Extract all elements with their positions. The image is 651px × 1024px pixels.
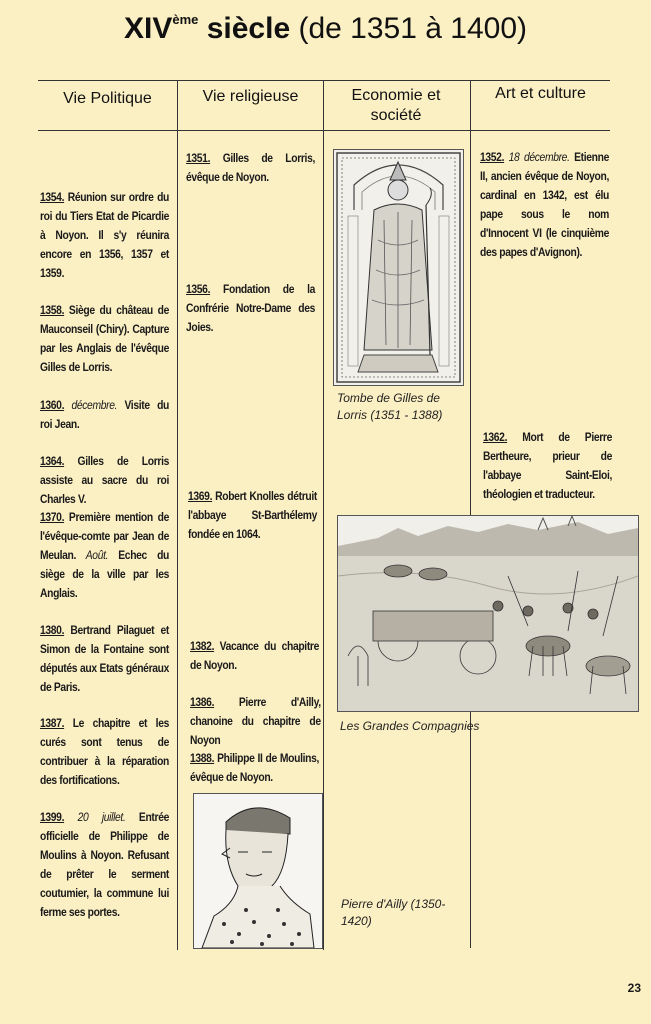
entry-date: Août.: [76, 548, 109, 562]
entry-1388: [190, 749, 319, 787]
entry-year: 1382.: [190, 639, 215, 653]
entry-text: Mort de Pierre Bertheure, prieur de l'abbaye Saint-Eloi, théologien et traducteur.: [483, 430, 612, 501]
header-top-rule: [38, 80, 610, 81]
entry-1351: [186, 149, 315, 187]
column-header-economie: Economie et société: [351, 87, 441, 124]
caption-tombe: Tombe de Gilles de Lorris (1351 - 1388): [337, 391, 443, 422]
grandes-compagnies-image: [337, 515, 639, 712]
entry-text: Vacance du chapitre de Noyon.: [190, 639, 319, 672]
entry-text: Gilles de Lorris, évêque de Noyon.: [186, 151, 315, 184]
entry-text: Visite du roi Jean.: [40, 398, 169, 431]
entry-1362: [483, 428, 612, 504]
entry-1360: [40, 396, 169, 434]
entry-year: 1352.: [480, 150, 505, 164]
entry-1370: [40, 508, 169, 603]
entry-text: Philippe II de Moulins, évêque de Noyon.: [190, 751, 319, 784]
entry-year: 1362.: [483, 430, 508, 444]
entry-text: Siège du château de Mauconseil (Chiry). Capture par les Anglais de l'évêque Gilles de Lorris.: [40, 303, 169, 374]
column-header-art: Art et culture: [495, 85, 586, 102]
entry-year: 1358.: [40, 303, 65, 317]
entry-year: 1354.: [40, 190, 65, 204]
entry-1387: [40, 714, 169, 790]
entry-text: Le chapitre et les curés sont tenus de contribuer à la réparation des fortifications.: [40, 716, 169, 787]
entry-1358: [40, 301, 169, 377]
column-header-religieuse: Vie religieuse: [202, 88, 299, 105]
caption-ailly: Pierre d'Ailly (1350-1420): [341, 897, 446, 928]
entry-text: Première mention de l'évêque-comte par Jean de Meulan.: [40, 510, 169, 562]
title-siecle: siècle: [198, 12, 291, 45]
bishop-engraving-icon: [334, 150, 463, 385]
entry-1399: [40, 808, 169, 922]
entry-1354: [40, 188, 169, 283]
entry-year: 1386.: [190, 695, 215, 709]
column-header-politique: Vie Politique: [63, 90, 152, 107]
entry-text-2: Echec du siège de la ville par les Anglais.: [40, 548, 169, 600]
entry-year: 1380.: [40, 623, 65, 637]
entry-date: 20 juillet.: [64, 810, 126, 824]
title-century: XIV: [124, 12, 173, 45]
entry-text: Fondation de la Confrérie Notre-Dame des Joies.: [186, 282, 315, 334]
entry-year: 1399.: [40, 810, 65, 824]
entry-text: Bertrand Pilaguet et Simon de la Fontaine sont députés aux Etats généraux de Paris.: [40, 623, 169, 694]
entry-1380: [40, 621, 169, 697]
title-range: (de 1351 à 1400): [290, 12, 527, 45]
page-number: 23: [627, 981, 641, 995]
caption-compagnies: Les Grandes Compagnies: [340, 719, 480, 733]
entry-1369: [188, 487, 317, 544]
entry-text: Pierre d'Ailly, chanoine du chapitre de Noyon: [190, 695, 321, 747]
entry-year: 1364.: [40, 454, 65, 468]
pierre-ailly-portrait: [193, 793, 323, 949]
entry-1386: [190, 693, 321, 750]
tombe-gilles-image: [333, 149, 464, 386]
portrait-engraving-icon: [194, 794, 322, 948]
column-divider-1: [177, 80, 178, 950]
entry-text: Etienne II, ancien évêque de Noyon, cardinal en 1342, est élu pape sous le nom d'Innocent VI (le cinquième des papes d'Avignon).: [480, 150, 610, 259]
entry-1352: [480, 148, 609, 262]
entry-text: Entrée officielle de Philippe de Moulins à Noyon. Refusant de prêter le serment coutumier, la commune lui ferme ses portes.: [40, 810, 169, 919]
entry-text: Gilles de Lorris assiste au sacre du roi Charles V.: [40, 454, 169, 506]
entry-1356: [186, 280, 315, 337]
column-divider-2: [323, 80, 324, 950]
page-title: [0, 12, 651, 46]
entry-1382: [190, 637, 319, 675]
column-divider-3: [470, 80, 471, 948]
entry-year: 1370.: [40, 510, 65, 524]
entry-year: 1360.: [40, 398, 65, 412]
entry-year: 1388.: [190, 751, 215, 765]
entry-year: 1351.: [186, 151, 211, 165]
entry-text: Robert Knolles détruit l'abbaye St-Barthélemy fondée en 1064.: [188, 489, 317, 541]
entry-year: 1369.: [188, 489, 213, 503]
entry-date: 18 décembre.: [504, 150, 570, 164]
entry-year: 1356.: [186, 282, 211, 296]
entry-year: 1387.: [40, 716, 65, 730]
entry-1364: [40, 452, 169, 509]
title-superscript: ème: [172, 12, 199, 27]
header-bottom-rule: [38, 130, 610, 131]
entry-date: décembre.: [64, 398, 118, 412]
entry-text: Réunion sur ordre du roi du Tiers Etat de Picardie à Noyon. Il s'y réunira encore en 1356, 1357 et 1359.: [40, 190, 169, 280]
battle-scene-icon: [338, 516, 638, 711]
